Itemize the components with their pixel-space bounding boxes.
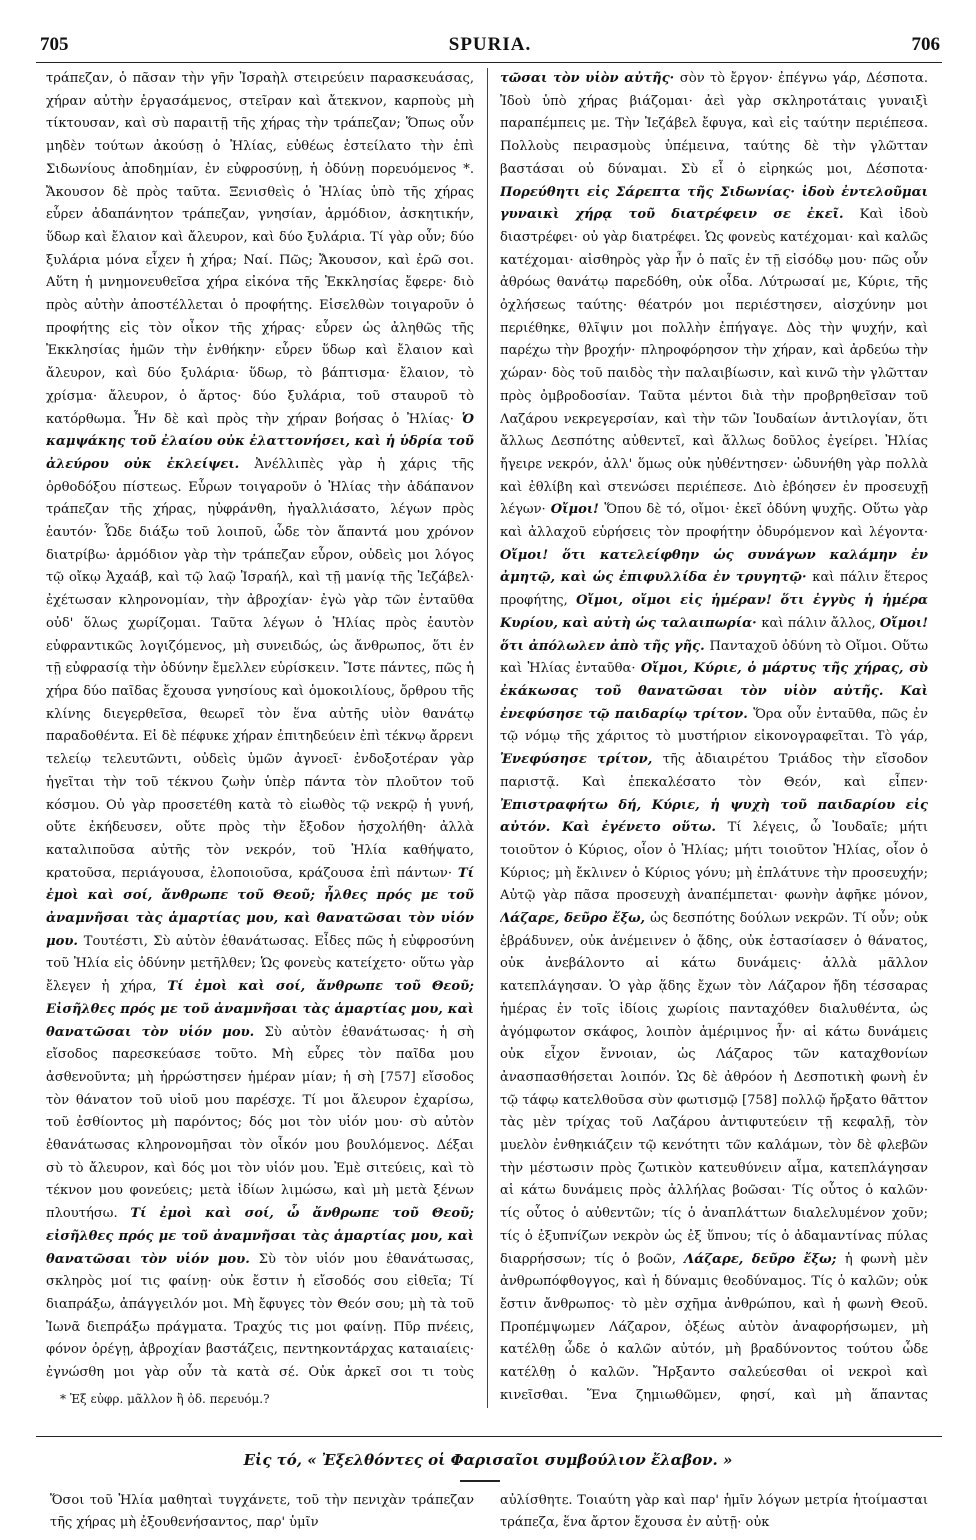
italic-quote: τῶσαι τὸν υἱὸν αὐτῆς· — [500, 71, 680, 86]
text-run: Σὺ τὸν υἱόν μου ἐθανάτωσας, σκληρὸς μοί τις φαίνῃ· οὐκ ἔστιν ἡ εἴσοδός σου εἰθεῖα; Τί διαπράξω, ἀπάγγειλόν μοι. Μὴ ἔφυγες τὸν Θεόν σου; μὴ τὰ τοῦ Ἰωνᾶ διεπράξω πράγματα. Τραχύς τις μοι φαίνῃ. Πῦρ πνέεις, φόνον ὀρέγῃ, ἀβροχίαν βαστάζεις, πεντηκοντάρχας καταιαίεις· ἐγνώσθη μοι γὰρ οὖν τὰ κατὰ σέ. Οὐκ ἀρκεῖ σοι τι τοὺς — [46, 1251, 474, 1381]
italic-quote: Οἴμοι! — [550, 502, 605, 518]
section-title: Εἰς τό, « Ἐξελθόντες οἱ Φαρισαῖοι συμβούλιον ἔλαβον. » — [243, 1451, 733, 1469]
italic-quote: Καὶ ἐνεφύσησε τῷ παιδαρίῳ τρίτον. — [500, 683, 928, 722]
text-run: Ὅπου δὲ τό, οἴμοι· ἐκεῖ ὀδύνη ψυχῆς. Οὕτω γὰρ καὶ ἀλλαχοῦ εὑρήσεις τὸν προφήτην ὀδυρόμενον καὶ λέγοντα· — [500, 502, 928, 541]
italic-quote: Λάζαρε, δεῦρο ἔξω; — [684, 1251, 845, 1267]
text-run: καὶ πάλιν ἕτερος προφήτης, — [500, 570, 928, 609]
column-divider — [487, 68, 488, 1408]
italic-quote: Οἴμοι! ὅτι ἀπόλωλεν ἀπὸ τῆς γῆς. — [500, 615, 928, 654]
text-run: τράπεζαν, ὁ πᾶσαν τὴν γῆν Ἰσραὴλ στειρεύειν παρασκευάσας, χήραν αὐτὴν ἐργασάμενος, στεῖραν καὶ ἄτεκνον, καρποὺς μὴ τίκτουσαν, καὶ σὺ παραιτῇ τῆς χήρας τὴν τράπεζαν; Ὅπως οὖν μηδὲν τούτων ἀκούσῃ ὁ Ἠλίας, εὐθέως ἐστείλατο τὴν ἐπὶ Σιδωνίους ἀποδημίαν, ἐν εὐφροσύνῃ, ἡ ὀδύνῃ πορευόμενος *. Ἄκουσον δὲ πρὸς ταῦτα. Ξενισθεὶς ὁ Ἠλίας ὑπὸ τῆς χήρας εὗρεν ἀδαπάνητον τράπεζαν, γνησίαν, ἁρμόδιον, ἀσκητικήν, ὕδωρ καὶ ἔλαιον καὶ ἄλευρον, καὶ δύο ξυλάρια. Τί γὰρ οὖν; δύο ξυλάρια μόνα εἶχεν ἡ χήρα; Ναί. Πῶς; Ἄκουσον, καὶ ἐρῶ σοι. Αὕτη ἡ μνημονευθεῖσα χήρα εἰκόνα τῆς Ἐκκλησίας ἔφερε· διὸ πρὸς αὐτὴν ἀποστέλλεται ὁ προφήτης. Εἰσελθὼν τοιγαροῦν ὁ προφήτης εἰς τὸν οἶκον τῆς χήρας· εὗρεν ὡς ἀληθῶς τῆς Ἐκκλησίας ἡμῶν τὴν ἐνθήκην· εὗρεν ὕδωρ καὶ ἔλαιον καὶ ἄλευρον, καὶ δύο ξυλάρια· ὕδωρ, τὸ βάπτισμα· ἔλαιον, τὸ χρίσμα· ἄλευρον, ὁ ἄρτος· δύο ξυλάρια, τοῦ σταυροῦ τὸ κατόρθωμα. Ἦν δὲ καὶ πρὸς τὴν χήραν βοήσας ὁ Ἠλίας· — [46, 71, 474, 427]
title-underline — [460, 1480, 500, 1482]
italic-quote: Πορεύθητι εἰς Σάρεπτα τῆς Σιδωνίας· ἰδοὺ ἐντελοῦμαι γυναικὶ χήρᾳ τοῦ διατρέφειν σε ἐκεῖ. — [500, 184, 928, 223]
text-run: Ὅρα οὖν ἐνταῦθα, πῶς ἐν τῷ νόμῳ τῆς χάριτος τὸ μυστήριον εἰκονογραφεῖται. Τὸ γάρ, — [500, 706, 928, 745]
italic-quote: Τί ἐμοὶ καὶ σοί, ἄνθρωπε τοῦ Θεοῦ; ἦλθες πρός με τοῦ ἀναμνῆσαι τὰς ἁμαρτίας μου, καὶ θανατῶσαι τὸν υἱόν μου. — [46, 865, 474, 949]
text-run: σὸν τὸ ἔργον· ἐπέγνω γάρ, Δέσποτα. Ἰδοὺ ὑπὸ χήρας βιάζομαι· ἀεὶ γὰρ σκληροτάταις γυναιξὶ παραπέμπεις με. Τὴν Ἰεζάβελ ἔφυγα, καὶ εἰς ταύτην περιέπεσα. Πολλοὺς πειρασμοὺς ὑπέμεινα, ταύτης δὲ τὴν γλῶτταν βαστάσαι οὐ δύναμαι. Σὺ εἶ ὁ εἰρηκώς μοι, Δέσποτα· — [500, 71, 928, 177]
italic-quote: Ὁ καμψάκης τοῦ ἐλαίου οὐκ ἐλαττονήσει, καὶ ἡ ὑδρία τοῦ ἀλεύρου οὐκ ἐκλείψει. — [46, 411, 474, 472]
text-run: Σὺ αὐτὸν ἐθανάτωσας· ἡ σὴ εἴσοδος παρεσκεύασε τοῦτο. Μὴ εὗρες τὸν παῖδα μου ἀσθενοῦντα; μὴ ἠρρώστησεν ἡμέραν μίαν; ἡ σὴ [757] εἴσοδος τὸν θάνατον τοῦ υἱοῦ μου παρέσχε. Τί μοι ἄλευρον ἐχαρίσω, τοῦ ἐσθίοντος μὴ παρόντος; δός μοι τὸν υἱόν μου· σὺ αὐτὸν ἐθανάτωσας κληρονομῆσαι τὸν οἶκόν μου βουλόμενος. Δέξαι σὺ τὸ ἄλευρον, καὶ δός μοι τὸν υἱόν μου. Ἐμὲ σιτεύεις, καὶ τὸ τέκνον μου φονεύεις; μετὰ ἰδίων λιμώσω, καὶ μὴ μετὰ ξένων πλουτήσω. — [46, 1024, 474, 1222]
page-number-left: 705 — [40, 34, 69, 55]
header-rule — [36, 62, 942, 63]
bottom-right-text: αὐλίσθητε. Τοιαύτη γὰρ καὶ παρ' ἡμῖν λόγων μετρία ἡτοίμασται τράπεζα, ἕνα ἄρτον ἔχουσα ἐν αὐτῇ· οὐκ — [500, 1493, 928, 1530]
italic-quote: Τί ἐμοὶ καὶ σοί, ὦ ἄνθρωπε τοῦ Θεοῦ; εἰσῆλθες πρός με τοῦ ἀναμνῆσαι τὰς ἁμαρτίας μου, καὶ θανατῶσαι τὸν υἱόν μου. — [46, 1206, 474, 1267]
text-run: ὡς δεσπότης δούλων νεκρῶν. Τί οὖν; οὐκ ἐβράδυνεν, οὐκ ἀνέμεινεν ὁ ᾅδης, οὐκ ἐστασίασεν ὁ θάνατος, οὐκ ἀνεβάλοντο αἱ κάτω δυνάμεις· ἀλλὰ μᾶλλον κατεπλάγησαν. Ὁ γὰρ ᾅδης ἔχων τὸν Λάζαρον ἤδη τέσσαρας ἡμέρας ἐν τοῖς ἰδίοις χωρίοις πανταχόθεν διαλυθέντα, ὡς ἀγόμφωτον σκάφος, λοιπὸν ἀμέριμνος ἦν· αἱ κάτω δυνάμεις οὐκ εἶχον ἔννοιαν, ὡς Λάζαρος τῶν καταχθονίων ἀνασπασθήσεται λοιπόν. Ὡς δὲ ἀθρόον ἡ Δεσποτικὴ φωνὴ ἐν τῷ τάφῳ κατελθοῦσα σὺν φωτισμῷ [758] πολλῷ ἤρξατο θᾶττον τὰς μὲν τρίχας τοῦ Λαζάρου ἀντιφυτεύειν τῇ κεφαλῇ, τὸν μυελὸν ἐνθηκιάζειν τῷ κενότητι τῶν καλάμων, τὸν δὲ φλεβῶν τὴν μέστωσιν πρὸς ζωτικὸν κατευθύνειν αἷμα, κατεπλάγησαν αἱ κάτω δυνάμεις πρὸς ἀλλήλας βοῶσαι· Τίς οὗτος ὁ καλῶν· τίς οὗτος ὁ αὐθεντῶν; τίς ὁ ἀναπλάττων διαλελυμένον χοῦν; τίς ὁ ἐξυπνίζων νεκρὸν ὡς ἐξ ὕπνου; τίς ὁ ἀδαμαντίνας πύλας διαρρήσσων; τίς ὁ βοῶν, — [500, 911, 928, 1267]
text-run: Τί λέγεις, ὦ Ἰουδαῖε; μήτι τοιοῦτον ὁ Κύριος, οἷον ὁ Ἠλίας; μήτι τοιοῦτον Ἠλίας, οἷον ὁ Κύριος; μὴ ἔκλινεν ὁ Κύριος γόνυ; μὴ ἐπλάτυνε τὴν προσευχήν; Αὐτῷ γὰρ πᾶσα προσευχὴ ἀναπέμπεται· φωνὴν ἀφῆκε μόνον, — [500, 820, 928, 904]
text-run: Ἀνέλλιπὲς γὰρ ἡ χάρις τῆς ὀρθοδόξου πίστεως. Εὗρων τοιγαροῦν ὁ Ἠλίας τὴν ἀδάπανον τράπεζαν τῆς χήρας, ηὐφράνθη, ἠγαλλιάσατο, λέγων πρὸς ἑαυτόν· Ὧδε διάξω τοῦ λοιποῦ, ὧδε τὸν ἅπαντά μου χρόνον διατρίβω· ἁρμόδιον γὰρ τὴν τράπεζαν εὗρον, οὐδεὶς μοι λόγος τῷ οἴκῳ Ἀχαάβ, καὶ τῷ λαῷ Ἰσραήλ, καὶ τῇ μανίᾳ τῆς Ἰεζάβελ· ἐχέτωσαν κληρονομίαν, τὴν ἀβροχίαν· ἐγὼ γὰρ τῶν ἐνταῦθα οὐδ' ὅλως χωρίζομαι. Ταῦτα λέγων ὁ Ἠλίας πρὸς ἑαυτὸν εὐφραντικῶς λογιζόμενος, μὴ συνειδώς, ὡς ἄνθρωπος, ὅτι ἐν τῇ εὐφρασίᾳ τὴν ὀδύνην ἔμελλεν εὑρίσκειν. Ἴστε πάντες, πῶς ἡ χήρα δύο παῖδας ἔχουσα γνησίους καὶ ὁμοκοιλίους, ὄρθρου τῆς κλίνης διεγερθεῖσα, θεωρεῖ τὸν ἕνα αὐτῆς υἱὸν θανάτῳ παραδοθέντα. Εἰ δὲ πέφυκε χήραν ἐπιτηδεύειν ἐπὶ τέκνῳ ἄρρενι τελείῳ τελευτῶντι, οὐδεὶς ὑμῶν ἀγνοεῖ· ἐνδοξοτέραν γὰρ ἡγεῖται τὴν τοῦ τέκνου ζωὴν ὑπὲρ πάντα τὸν πλοῦτον τοῦ κόσμου. Οὐ γὰρ προσετέθη κατὰ τὸ εἰωθὸς τῷ νεκρῷ ἡ γυνή, οὔτε ἐκήδευσεν, οὔτε πρὸς τὴν ἔξοδον ἠσχολήθη· ἀλλὰ καταλιποῦσα αὐτῆς τὸν νεκρόν, τοῦ Ἠλία καθήψατο, κρατοῦσα, περιάγουσα, ἐλοποιοῦσα, κράζουσα ἐπὶ πάντων· — [46, 456, 474, 881]
italic-quote: Λάζαρε, δεῦρο ἔξω, — [500, 911, 651, 927]
text-run: Καὶ ἰδοὺ διαστρέφει· οὐ γὰρ διατρέφει. Ὡς φονεὺς κατέχομαι· καὶ καλῶς κατέχομαι· αἰσθηρὸς γὰρ ἦν ὁ παῖς ἐν τῇ εἰσόδῳ μου· πῶς οὖν ἀθρόως θανάτῳ παρεδόθη, οὐκ οἶδα. Λύτρωσαί με, Κύριε, τῆς ὀχλήσεως ταύτης· θέατρόν μοι περιέστησεν, αἰσχύνην μοι περιέθηκε, θλῖψιν μοι πολλὴν ἐπήγαγε. Δὸς τὴν ψυχήν, καὶ παρέχω τὴν βροχήν· πληροφόρησον τὴν χήραν, καὶ ἀρδεύω τὴν χώραν· δὸς τοῦ παιδὸς τὴν παλαιβίωσιν, καὶ κινῶ τὴν γλῶτταν πρὸς ὀμβροδοσίαν. Ταῦτα μέντοι διὰ τὴν προβρηθεῖσαν τοῦ Λαζάρου νεκρεγερσίαν, καὶ τὴν τῶν Ἰουδαίων ἀντιλογίαν, ὅτι ἄλλως Δεσπότης αὐθεντεῖ, καὶ ἄλλως δοῦλος ἐγείρει. Ἠλίας ἤγειρε νεκρόν, ἀλλ' ὅμως οὐκ ηὐθέντησεν· ὠδυνήθη γὰρ πολλὰ καὶ ἐθλίβη καὶ στενώσει περιέπεσε. Διὸ ἐβόησεν ἐν προσευχῇ λέγων· — [500, 207, 928, 518]
page-header — [40, 34, 940, 58]
text-run: ἡ φωνὴ μὲν ἀνθρωπόφθογγος, καὶ ἡ δύναμις θεοδύναμος. Τίς ὁ καλῶν; οὐκ ἔστιν ἄνθρωπος· τὸ μὲν σχῆμα ἀνθρώπου, καὶ ἡ φωνὴ Θεοῦ. Προπέμψωμεν Λάζαρον, ὀξέως αὐτὸν ἀναφορήσωμεν, μὴ κατέλθῃ ὧδε ὁ καλῶν αὐτόν, μὴ βραδύνοντος τούτου ὧδε κατέλθῃ ὁ καλῶν. Ἤρξαντο σαλεύεσθαι οἱ νεκροὶ καὶ κινεῖσθαι. Ἕνα ζημιωθῶμεν, φησί, καὶ μὴ ἅπαντας — [500, 1251, 928, 1403]
italic-quote: Οἴμοι, Κύριε, ὁ μάρτυς τῆς χήρας, σὺ ἐκάκωσας τοῦ θανατῶσαι τὸν υἱὸν αὐτῆς. — [500, 661, 928, 699]
paragraph — [46, 68, 474, 1386]
italic-quote: Ἐνεφύσησε τρίτον, — [500, 752, 663, 768]
footnote: * Ἐξ εὐφρ. μᾶλλον ἢ ὀδ. περευόμ.? — [60, 1392, 270, 1406]
running-title: SPURIA. — [448, 34, 532, 55]
text-run: τῆς ἀδιαιρέτου Τριάδος τὴν εἴσοδον παριστᾷ. Καὶ ἐπεκαλέσατο τὸν Θεόν, καὶ εἶπεν· — [500, 752, 928, 790]
text-run: Τουτέστι, Σὺ αὐτὸν ἐθανάτωσας. Εἶδες πῶς ἡ εὐφροσύνη τοῦ Ἠλία εἰς ὀδύνην μετῆλθεν; Ὡς φονεὺς κατείχετο· οὕτω γὰρ ἔλεγεν ἡ χήρα, — [46, 933, 474, 995]
right-column — [500, 68, 928, 1408]
italic-quote: Τί ἐμοὶ καὶ σοί, ἄνθρωπε τοῦ Θεοῦ; Εἰσῆλθες πρός με τοῦ ἀναμνῆσαι τὰς ἁμαρτίας μου, καὶ θανατῶσαι τὸν υἱόν μου. — [46, 979, 474, 1040]
text-run: καὶ πάλιν ἄλλος, — [761, 615, 880, 631]
page-number-right: 706 — [911, 34, 940, 55]
left-column — [46, 68, 474, 1386]
italic-quote: Οἴμοι! ὅτι κατελείφθην ὡς συνάγων καλάμην ἐν ἀμητῷ, καὶ ὡς ἐπιφυλλίδα ἐν τρυγητῷ· — [500, 547, 928, 586]
text-run: Πανταχοῦ ὀδύνη τὸ Οἴμοι. Οὕτω καὶ Ἠλίας ἐνταῦθα· — [500, 638, 928, 677]
italic-quote: Ἐπιστραφήτω δή, Κύριε, ἡ ψυχὴ τοῦ παιδαρίου εἰς αὐτόν. Καὶ ἐγένετο οὕτω. — [500, 797, 928, 836]
section-rule — [36, 1436, 942, 1437]
paragraph — [500, 68, 928, 1408]
italic-quote: Οἴμοι, οἴμοι εἰς ἡμέραν! ὅτι ἐγγὺς ἡ ἡμέρα Κυρίου, καὶ αὐτὴ ὡς ταλαιπωρία· — [500, 593, 928, 631]
bottom-left-text: Ὅσοι τοῦ Ἠλία μαθηταὶ τυγχάνετε, τοῦ τὴν πενιχὰν τράπεζαν τῆς χήρας μὴ ἐξουθενήσαντος, παρ' ὑμῖν — [50, 1493, 474, 1530]
